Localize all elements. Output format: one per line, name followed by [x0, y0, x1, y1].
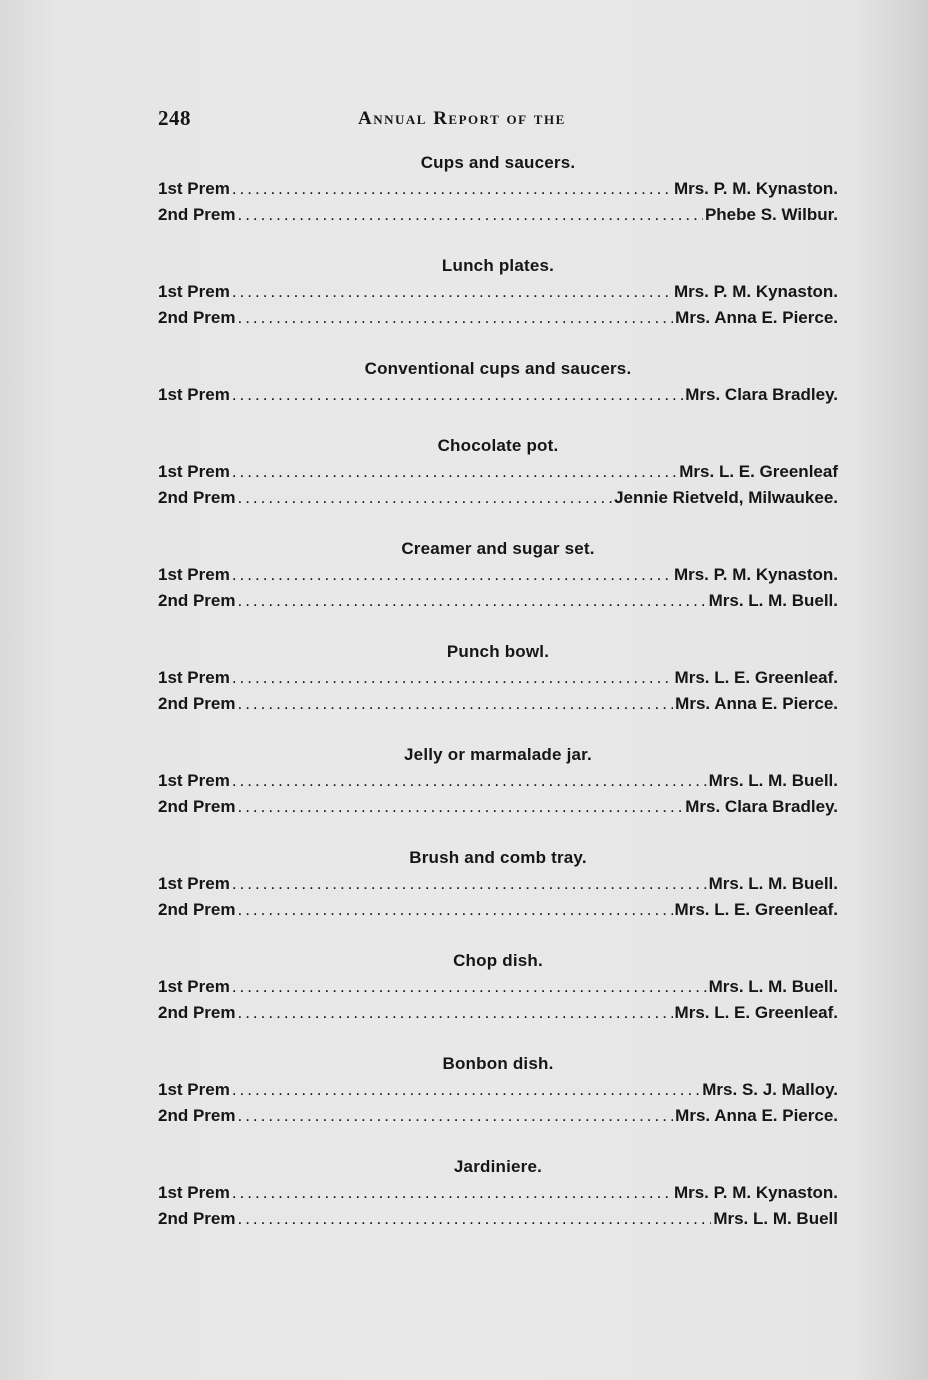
- winner-name: Phebe S. Wilbur.: [704, 205, 838, 224]
- premium-row: [158, 665, 838, 691]
- winner-name: Mrs. L. M. Buell: [713, 1209, 838, 1228]
- dot-leader: [232, 176, 672, 202]
- section-title: Cups and saucers.: [420, 153, 576, 172]
- page-header: [158, 104, 838, 136]
- winner-name: Mrs. P. M. Kynaston.: [673, 179, 838, 198]
- premium-row: [158, 588, 838, 614]
- winner-name: Mrs. Anna E. Pierce.: [675, 694, 838, 713]
- winner-name: Mrs. L. M. Buell.: [708, 591, 838, 610]
- dot-leader: [232, 768, 707, 794]
- premium-section: [158, 948, 838, 1026]
- prize-label: 2nd Prem: [158, 591, 236, 610]
- winner-name: Mrs. Clara Bradley.: [685, 385, 838, 404]
- dot-leader: [237, 691, 673, 717]
- premium-row: [158, 485, 838, 511]
- premium-row: [158, 459, 838, 485]
- premium-section: [158, 1154, 838, 1232]
- dot-leader: [237, 897, 672, 923]
- prize-label: 2nd Prem: [158, 1106, 236, 1125]
- section-title: Chocolate pot.: [437, 436, 559, 455]
- premium-row: [158, 691, 838, 717]
- dot-leader: [232, 871, 707, 897]
- section-title: Conventional cups and saucers.: [364, 359, 632, 378]
- prize-label: 2nd Prem: [158, 900, 236, 919]
- premium-row: [158, 768, 838, 794]
- section-title: Lunch plates.: [441, 256, 555, 275]
- premium-section: [158, 1051, 838, 1129]
- dot-leader: [237, 794, 683, 820]
- section-title: Bonbon dish.: [442, 1054, 554, 1073]
- winner-name: Jennie Rietveld, Milwaukee.: [614, 488, 838, 507]
- premium-row: [158, 974, 838, 1000]
- winner-name: Mrs. L. E. Greenleaf.: [674, 900, 838, 919]
- winner-name: Mrs. L. E. Greenleaf.: [674, 668, 838, 687]
- premium-list: [158, 150, 838, 1257]
- dot-leader: [232, 382, 683, 408]
- premium-row: [158, 897, 838, 923]
- dot-leader: [232, 1180, 672, 1206]
- running-head: Annual Report of the: [358, 108, 566, 129]
- prize-label: 2nd Prem: [158, 488, 236, 507]
- dot-leader: [237, 305, 673, 331]
- premium-row: [158, 1206, 838, 1232]
- section-title: Jelly or marmalade jar.: [404, 745, 592, 764]
- prize-label: 2nd Prem: [158, 694, 236, 713]
- premium-section: [158, 742, 838, 820]
- winner-name: Mrs. L. M. Buell.: [708, 874, 838, 893]
- premium-row: [158, 176, 838, 202]
- dot-leader: [232, 665, 673, 691]
- prize-label: 2nd Prem: [158, 1003, 236, 1022]
- premium-section: [158, 433, 838, 511]
- dot-leader: [237, 202, 702, 228]
- winner-name: Mrs. Anna E. Pierce.: [675, 1106, 838, 1125]
- premium-row: [158, 382, 838, 408]
- prize-label: 1st Prem: [158, 385, 230, 404]
- premium-section: [158, 639, 838, 717]
- premium-row: [158, 794, 838, 820]
- premium-row: [158, 305, 838, 331]
- premium-row: [158, 279, 838, 305]
- winner-name: Mrs. L. E. Greenleaf: [679, 462, 838, 481]
- premium-row: [158, 1180, 838, 1206]
- section-title: Chop dish.: [453, 951, 543, 970]
- winner-name: Mrs. L. M. Buell.: [708, 771, 838, 790]
- prize-label: 1st Prem: [158, 1183, 230, 1202]
- prize-label: 1st Prem: [158, 874, 230, 893]
- prize-label: 2nd Prem: [158, 797, 236, 816]
- dot-leader: [237, 1103, 673, 1129]
- premium-row: [158, 1077, 838, 1103]
- prize-label: 1st Prem: [158, 1080, 230, 1099]
- dot-leader: [232, 1077, 700, 1103]
- premium-section: [158, 536, 838, 614]
- premium-row: [158, 871, 838, 897]
- winner-name: Mrs. P. M. Kynaston.: [673, 565, 838, 584]
- prize-label: 1st Prem: [158, 668, 230, 687]
- winner-name: Mrs. L. M. Buell.: [708, 977, 838, 996]
- premium-section: [158, 356, 838, 408]
- premium-section: [158, 845, 838, 923]
- winner-name: Mrs. S. J. Malloy.: [702, 1080, 838, 1099]
- section-title: Punch bowl.: [446, 642, 550, 661]
- prize-label: 2nd Prem: [158, 1209, 236, 1228]
- winner-name: Mrs. P. M. Kynaston.: [673, 1183, 838, 1202]
- premium-row: [158, 1103, 838, 1129]
- page-number: 248: [158, 106, 191, 130]
- winner-name: Mrs. L. E. Greenleaf.: [674, 1003, 838, 1022]
- winner-name: Mrs. Clara Bradley.: [685, 797, 838, 816]
- dot-leader: [232, 279, 672, 305]
- winner-name: Mrs. Anna E. Pierce.: [675, 308, 838, 327]
- dot-leader: [232, 459, 677, 485]
- winner-name: Mrs. P. M. Kynaston.: [673, 282, 838, 301]
- premium-section: [158, 253, 838, 331]
- prize-label: 1st Prem: [158, 977, 230, 996]
- prize-label: 1st Prem: [158, 771, 230, 790]
- dot-leader: [232, 974, 707, 1000]
- dot-leader: [237, 1206, 711, 1232]
- premium-row: [158, 1000, 838, 1026]
- prize-label: 1st Prem: [158, 282, 230, 301]
- prize-label: 2nd Prem: [158, 205, 236, 224]
- dot-leader: [232, 562, 672, 588]
- dot-leader: [237, 485, 612, 511]
- premium-section: [158, 150, 838, 228]
- dot-leader: [237, 588, 706, 614]
- section-title: Creamer and sugar set.: [401, 539, 595, 558]
- section-title: Brush and comb tray.: [409, 848, 587, 867]
- prize-label: 2nd Prem: [158, 308, 236, 327]
- prize-label: 1st Prem: [158, 462, 230, 481]
- dot-leader: [237, 1000, 672, 1026]
- prize-label: 1st Prem: [158, 565, 230, 584]
- premium-row: [158, 202, 838, 228]
- premium-row: [158, 562, 838, 588]
- section-title: Jardiniere.: [453, 1157, 543, 1176]
- prize-label: 1st Prem: [158, 179, 230, 198]
